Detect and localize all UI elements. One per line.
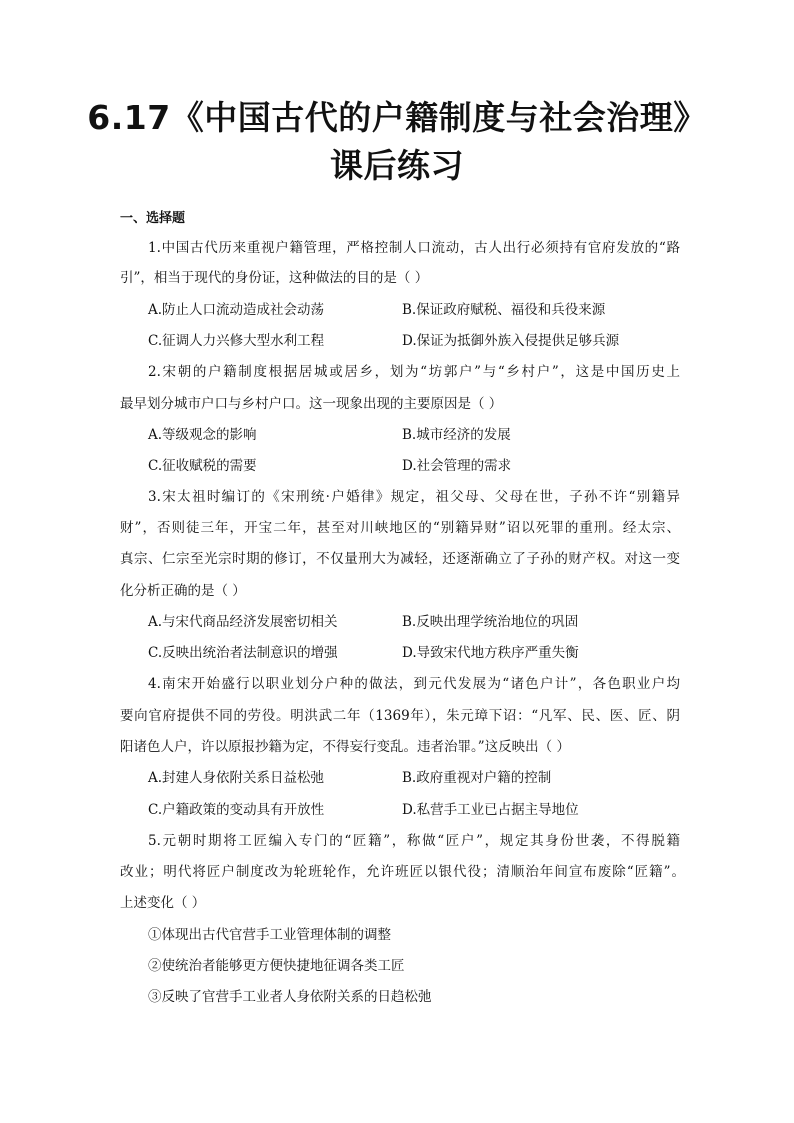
question-5-line-1: 5.元朝时期将工匠编入专门的“匠籍”，称做“匠户”，规定其身份世袭，不得脱籍 [148,833,680,849]
question-5-statement-3: ③反映了官营手工业者人身依附关系的日趋松弛 [148,989,432,1005]
question-3-line-1: 3.宋太祖时编订的《宋刑统·户婚律》规定，祖父母、父母在世，子孙不许“别籍异 [148,489,680,505]
question-4-option-c: C.户籍政策的变动具有开放性 [148,802,325,818]
question-3-option-a: A.与宋代商品经济发展密切相关 [148,614,338,630]
question-1-option-a: A.防止人口流动造成社会动荡 [148,302,325,318]
question-1-line-1: 1.中国古代历来重视户籍管理，严格控制人口流动，古人出行必须持有官府发放的“路 [148,240,680,256]
section-heading: 一、选择题 [120,211,186,226]
question-4-option-d: D.私营手工业已占据主导地位 [402,802,579,818]
question-5-statement-2: ②使统治者能够更方便快捷地征调各类工匠 [148,958,405,974]
question-2-line-2: 最早划分城市户口与乡村户口。这一现象出现的主要原因是（ ） [120,396,503,412]
question-2-line-1: 2.宋朝的户籍制度根据居城或居乡，划为“坊郭户”与“乡村户”，这是中国历史上 [148,364,680,380]
page-title: 6.17《中国古代的户籍制度与社会治理》 [87,98,707,137]
question-3-line-4: 化分析正确的是（ ） [120,583,246,599]
question-4-option-a: A.封建人身依附关系日益松弛 [148,770,325,786]
question-3-option-d: D.导致宋代地方秩序严重失衡 [402,645,579,661]
question-3-option-c: C.反映出统治者法制意识的增强 [148,645,338,661]
question-4-line-3: 阳诸色人户，许以原报抄籍为定，不得妄行变乱。违者治罪。”这反映出（ ） [120,739,570,755]
question-4-line-2: 要向官府提供不同的劳役。明洪武二年（1369年），朱元璋下诏：“凡军、民、医、匠、阴 [120,708,680,724]
question-1-line-2: 引”，相当于现代的身份证，这种做法的目的是（ ） [120,270,429,286]
question-4-line-1: 4.南宋开始盛行以职业划分户种的做法，到元代发展为“诸色户计”，各色职业户均 [148,676,680,692]
question-1-option-b: B.保证政府赋税、福役和兵役来源 [402,302,606,318]
question-2-option-a: A.等级观念的影响 [148,427,257,443]
question-4-option-b: B.政府重视对户籍的控制 [402,770,552,786]
question-1-option-d: D.保证为抵御外族入侵提供足够兵源 [402,333,620,349]
question-5-line-2: 改业；明代将匠户制度改为轮班轮作，允许班匠以银代役；清顺治年间宣布废除“匠籍”。 [120,864,685,880]
question-3-option-b: B.反映出理学统治地位的巩固 [402,614,579,630]
page-subtitle: 课后练习 [330,146,464,185]
question-1-option-c: C.征调人力兴修大型水利工程 [148,333,325,349]
question-5-statement-1: ①体现出古代官营手工业管理体制的调整 [148,927,391,943]
question-3-line-3: 真宗、仁宗至光宗时期的修订，不仅量刑大为减轻，还逐渐确立了子孙的财产权。对这一变 [120,551,680,567]
question-2-option-d: D.社会管理的需求 [402,458,512,474]
question-2-option-b: B.城市经济的发展 [402,427,511,443]
question-3-line-2: 财”，否则徒三年，开宝二年，甚至对川峡地区的“别籍异财”诏以死罪的重刑。经太宗、 [120,520,680,536]
question-2-option-c: C.征收赋税的需要 [148,458,257,474]
question-5-line-3: 上述变化（ ） [120,895,206,911]
